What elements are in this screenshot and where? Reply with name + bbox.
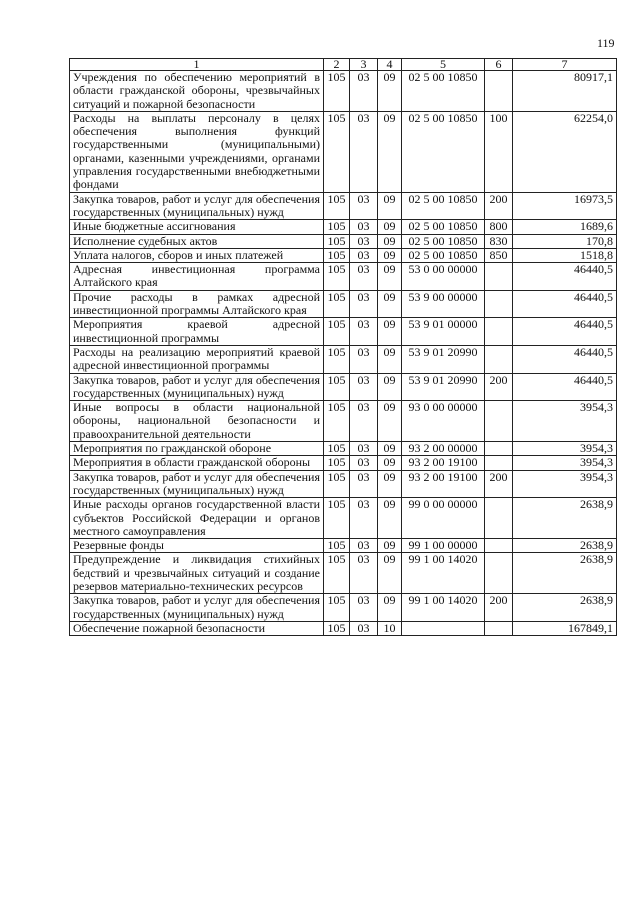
row-amount: 46440,5 [513, 318, 617, 346]
row-code-subsection: 10 [378, 621, 402, 635]
row-name: Учреждения по обеспечению мероприятий в области гражданской обороны, чрезвычайных ситуаций и пожарной безопасности [70, 71, 324, 112]
row-amount: 46440,5 [513, 263, 617, 291]
row-code-target: 02 5 00 10850 [402, 192, 485, 220]
row-code-subsection: 09 [378, 71, 402, 112]
row-amount: 2638,9 [513, 498, 617, 539]
row-code-section: 03 [350, 456, 378, 470]
row-code-admin: 105 [324, 621, 350, 635]
row-code-subsection: 09 [378, 318, 402, 346]
row-code-admin: 105 [324, 539, 350, 553]
row-code-admin: 105 [324, 71, 350, 112]
row-code-expense: 200 [485, 594, 513, 622]
row-code-section: 03 [350, 71, 378, 112]
col-header-7: 7 [513, 59, 617, 71]
row-code-expense [485, 290, 513, 318]
row-code-admin: 105 [324, 220, 350, 234]
row-code-target: 93 2 00 00000 [402, 442, 485, 456]
row-code-target: 99 1 00 14020 [402, 553, 485, 594]
row-code-expense [485, 621, 513, 635]
row-code-subsection: 09 [378, 373, 402, 401]
row-code-subsection: 09 [378, 111, 402, 192]
row-name: Иные расходы органов государственной власти субъектов Российской Федерации и органов местного самоуправления [70, 498, 324, 539]
row-code-subsection: 09 [378, 498, 402, 539]
row-amount: 16973,5 [513, 192, 617, 220]
row-code-target: 02 5 00 10850 [402, 234, 485, 248]
row-code-target: 53 9 01 20990 [402, 373, 485, 401]
row-code-admin: 105 [324, 456, 350, 470]
budget-table [69, 58, 617, 636]
row-code-target: 93 2 00 19100 [402, 470, 485, 498]
row-code-section: 03 [350, 470, 378, 498]
row-code-subsection: 09 [378, 470, 402, 498]
row-name: Уплата налогов, сборов и иных платежей [70, 248, 324, 262]
row-amount: 3954,3 [513, 456, 617, 470]
row-code-target: 53 0 00 00000 [402, 263, 485, 291]
row-code-section: 03 [350, 373, 378, 401]
row-code-section: 03 [350, 594, 378, 622]
row-code-admin: 105 [324, 401, 350, 442]
row-name: Мероприятия в области гражданской обороны [70, 456, 324, 470]
row-code-target: 53 9 01 00000 [402, 318, 485, 346]
table-row [70, 220, 617, 234]
row-code-expense [485, 442, 513, 456]
row-code-subsection: 09 [378, 220, 402, 234]
row-code-admin: 105 [324, 111, 350, 192]
table-row [70, 234, 617, 248]
row-amount: 46440,5 [513, 290, 617, 318]
table-row [70, 539, 617, 553]
col-header-6: 6 [485, 59, 513, 71]
row-name: Иные бюджетные ассигнования [70, 220, 324, 234]
row-code-target: 99 1 00 14020 [402, 594, 485, 622]
header-row [70, 59, 617, 71]
row-code-section: 03 [350, 498, 378, 539]
row-code-section: 03 [350, 220, 378, 234]
table-row [70, 594, 617, 622]
row-code-expense: 200 [485, 373, 513, 401]
row-code-expense [485, 263, 513, 291]
row-code-admin: 105 [324, 498, 350, 539]
row-code-subsection: 09 [378, 290, 402, 318]
table-row [70, 498, 617, 539]
row-code-admin: 105 [324, 594, 350, 622]
row-code-expense [485, 345, 513, 373]
table-row [70, 470, 617, 498]
row-code-section: 03 [350, 234, 378, 248]
row-name: Исполнение судебных актов [70, 234, 324, 248]
col-header-3: 3 [350, 59, 378, 71]
table-row [70, 621, 617, 635]
table-row [70, 373, 617, 401]
row-code-target: 99 1 00 00000 [402, 539, 485, 553]
row-code-expense [485, 498, 513, 539]
row-code-target: 93 0 00 00000 [402, 401, 485, 442]
row-code-subsection: 09 [378, 539, 402, 553]
row-code-target: 93 2 00 19100 [402, 456, 485, 470]
row-code-target [402, 621, 485, 635]
table-row [70, 553, 617, 594]
row-name: Обеспечение пожарной безопасности [70, 621, 324, 635]
row-amount: 2638,9 [513, 594, 617, 622]
row-code-expense [485, 318, 513, 346]
row-code-expense: 800 [485, 220, 513, 234]
row-code-section: 03 [350, 345, 378, 373]
row-name: Мероприятия краевой адресной инвестиционной программы [70, 318, 324, 346]
row-name: Иные вопросы в области национальной обороны, национальной безопасности и правоохранительной деятельности [70, 401, 324, 442]
row-code-admin: 105 [324, 442, 350, 456]
row-code-target: 02 5 00 10850 [402, 111, 485, 192]
row-code-admin: 105 [324, 290, 350, 318]
row-name: Расходы на реализацию мероприятий краевой адресной инвестиционной программы [70, 345, 324, 373]
table-row [70, 345, 617, 373]
row-code-expense: 100 [485, 111, 513, 192]
row-code-section: 03 [350, 248, 378, 262]
table-row [70, 192, 617, 220]
row-amount: 167849,1 [513, 621, 617, 635]
row-code-admin: 105 [324, 234, 350, 248]
row-name: Расходы на выплаты персоналу в целях обеспечения выполнения функций государственными (муниципальными) органами, казенными учреждениями, органами управления государственными внебюджетными фондами [70, 111, 324, 192]
row-code-section: 03 [350, 442, 378, 456]
row-code-admin: 105 [324, 263, 350, 291]
row-code-subsection: 09 [378, 345, 402, 373]
table-row [70, 290, 617, 318]
row-code-subsection: 09 [378, 248, 402, 262]
table-row [70, 71, 617, 112]
row-name: Закупка товаров, работ и услуг для обеспечения государственных (муниципальных) нужд [70, 373, 324, 401]
col-header-2: 2 [324, 59, 350, 71]
row-amount: 2638,9 [513, 553, 617, 594]
row-amount: 3954,3 [513, 470, 617, 498]
row-amount: 1689,6 [513, 220, 617, 234]
row-amount: 46440,5 [513, 345, 617, 373]
row-code-expense [485, 539, 513, 553]
col-header-5: 5 [402, 59, 485, 71]
row-code-subsection: 09 [378, 234, 402, 248]
row-code-target: 53 9 00 00000 [402, 290, 485, 318]
row-code-section: 03 [350, 401, 378, 442]
table-row [70, 263, 617, 291]
row-code-section: 03 [350, 539, 378, 553]
row-code-expense [485, 71, 513, 112]
row-code-expense: 850 [485, 248, 513, 262]
col-header-4: 4 [378, 59, 402, 71]
row-amount: 3954,3 [513, 401, 617, 442]
row-amount: 46440,5 [513, 373, 617, 401]
row-amount: 62254,0 [513, 111, 617, 192]
row-code-expense [485, 553, 513, 594]
row-code-target: 99 0 00 00000 [402, 498, 485, 539]
row-code-expense [485, 401, 513, 442]
row-amount: 2638,9 [513, 539, 617, 553]
row-code-admin: 105 [324, 248, 350, 262]
row-name: Закупка товаров, работ и услуг для обеспечения государственных (муниципальных) нужд [70, 192, 324, 220]
row-code-admin: 105 [324, 470, 350, 498]
row-code-section: 03 [350, 111, 378, 192]
row-code-section: 03 [350, 263, 378, 291]
row-amount: 1518,8 [513, 248, 617, 262]
row-code-admin: 105 [324, 345, 350, 373]
row-code-section: 03 [350, 553, 378, 594]
row-code-subsection: 09 [378, 263, 402, 291]
row-code-section: 03 [350, 318, 378, 346]
row-code-target: 02 5 00 10850 [402, 220, 485, 234]
table-row [70, 248, 617, 262]
row-code-subsection: 09 [378, 553, 402, 594]
row-code-admin: 105 [324, 318, 350, 346]
row-code-expense: 830 [485, 234, 513, 248]
row-code-expense: 200 [485, 192, 513, 220]
row-code-expense [485, 456, 513, 470]
row-code-admin: 105 [324, 192, 350, 220]
row-code-subsection: 09 [378, 442, 402, 456]
row-code-admin: 105 [324, 553, 350, 594]
row-code-expense: 200 [485, 470, 513, 498]
row-code-admin: 105 [324, 373, 350, 401]
row-code-target: 02 5 00 10850 [402, 71, 485, 112]
row-amount: 3954,3 [513, 442, 617, 456]
table-row [70, 442, 617, 456]
col-header-1: 1 [70, 59, 324, 71]
row-code-subsection: 09 [378, 401, 402, 442]
table-row [70, 401, 617, 442]
table-row [70, 456, 617, 470]
row-name: Резервные фонды [70, 539, 324, 553]
row-code-subsection: 09 [378, 594, 402, 622]
row-code-section: 03 [350, 621, 378, 635]
row-amount: 80917,1 [513, 71, 617, 112]
row-name: Предупреждение и ликвидация стихийных бедствий и чрезвычайных ситуаций и создание резервов материально-технических ресурсов [70, 553, 324, 594]
row-code-subsection: 09 [378, 192, 402, 220]
table-row [70, 111, 617, 192]
row-code-subsection: 09 [378, 456, 402, 470]
page-number: 119 [597, 36, 615, 50]
row-amount: 170,8 [513, 234, 617, 248]
row-code-target: 02 5 00 10850 [402, 248, 485, 262]
table-row [70, 318, 617, 346]
row-name: Закупка товаров, работ и услуг для обеспечения государственных (муниципальных) нужд [70, 470, 324, 498]
row-name: Мероприятия по гражданской обороне [70, 442, 324, 456]
row-name: Закупка товаров, работ и услуг для обеспечения государственных (муниципальных) нужд [70, 594, 324, 622]
row-name: Прочие расходы в рамках адресной инвестиционной программы Алтайского края [70, 290, 324, 318]
row-code-section: 03 [350, 290, 378, 318]
row-code-target: 53 9 01 20990 [402, 345, 485, 373]
row-code-section: 03 [350, 192, 378, 220]
row-name: Адресная инвестиционная программа Алтайского края [70, 263, 324, 291]
